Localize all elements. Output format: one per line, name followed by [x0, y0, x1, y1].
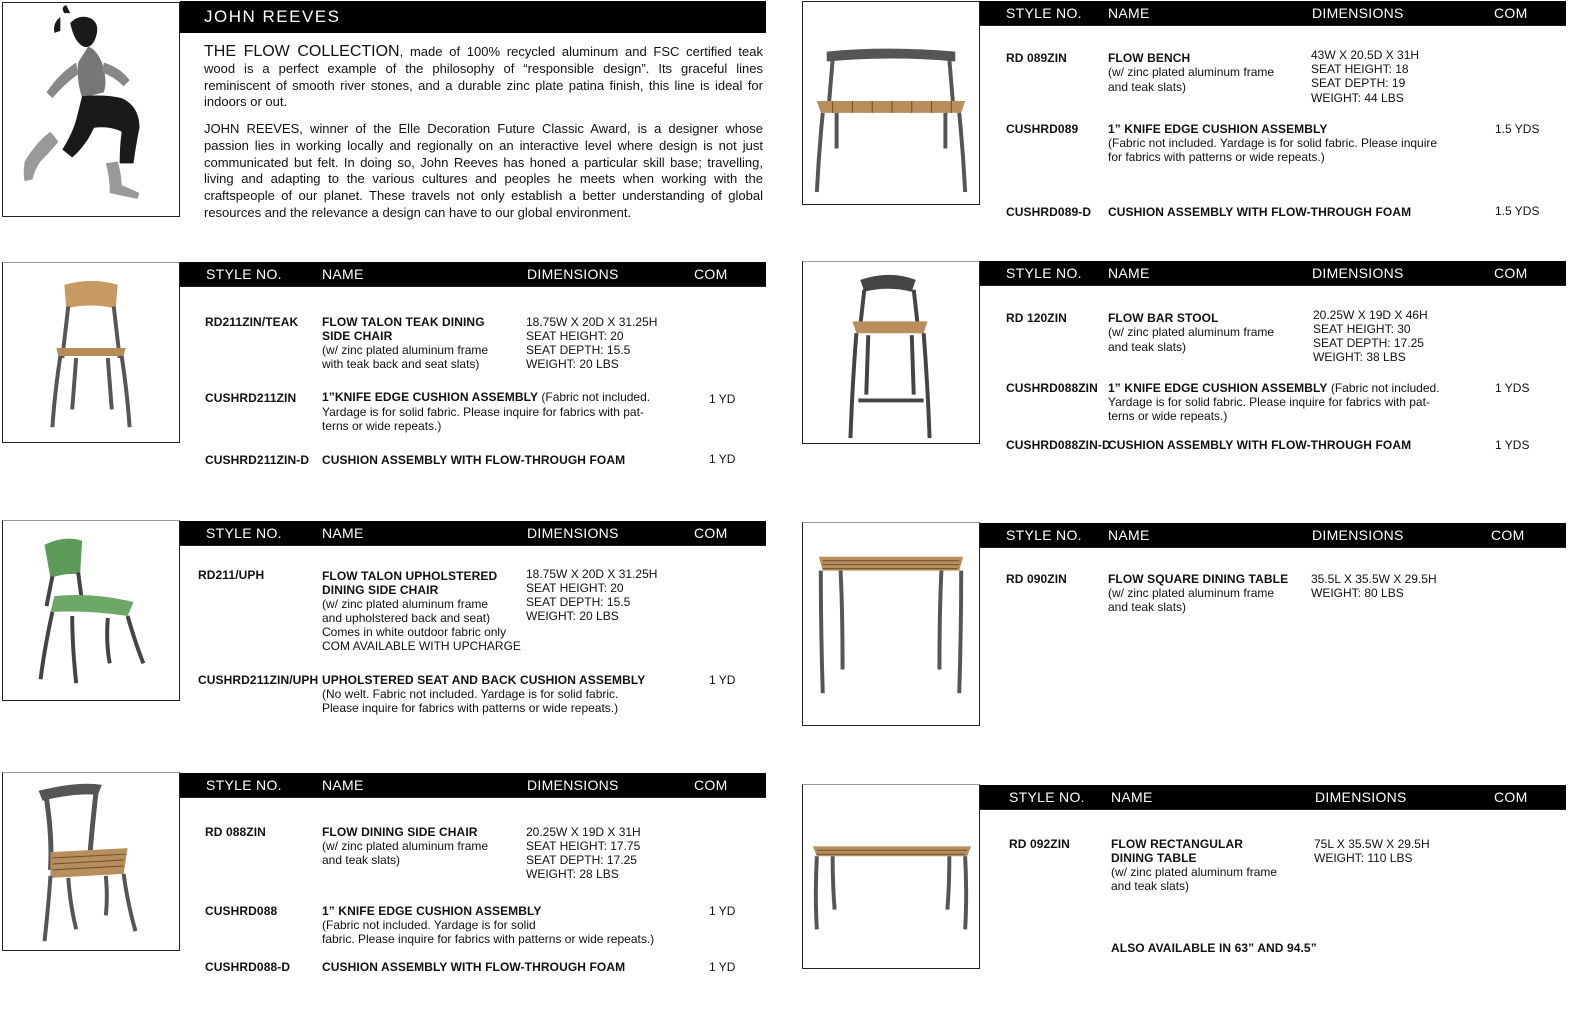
header-style: STYLE NO. — [1006, 527, 1082, 543]
dimension: 20.25W X 19D X 31H — [526, 825, 641, 839]
header-dimensions: DIMENSIONS — [527, 266, 619, 282]
header-style: STYLE NO. — [1009, 789, 1085, 805]
com-value: 1 YD — [709, 673, 736, 687]
dimension: 75L X 35.5W X 29.5H — [1314, 837, 1430, 851]
separator — [980, 547, 1566, 548]
product-name — [322, 390, 650, 404]
product-name: CUSHION ASSEMBLY WITH FLOW-THROUGH FOAM — [322, 453, 626, 467]
product-desc: and teak slats) — [1108, 80, 1187, 94]
style-no: CUSHRD088 — [205, 904, 278, 918]
header-name: NAME — [1108, 527, 1150, 543]
com-value: 1.5 YDS — [1495, 204, 1540, 218]
style-no: RD 092ZIN — [1009, 837, 1070, 851]
cushion-name: 1”KNIFE EDGE CUSHION ASSEMBLY — [322, 390, 539, 404]
product-name: FLOW TALON TEAK DINING — [322, 315, 485, 329]
product-name: FLOW TALON UPHOLSTERED — [322, 569, 498, 583]
product-desc: (w/ zinc plated aluminum frame — [322, 343, 489, 357]
header-com: COM — [694, 525, 728, 541]
product-desc: (Fabric not included. Yardage is for solid fabric. Please inquire — [1108, 136, 1438, 150]
designer-banner — [180, 1, 766, 33]
collection-text: , made of 100% recycled aluminum and FSC certified teak wood is a perfect example of the philosophy of “responsible design”. Its graceful lines reminiscent of smooth river stones, and a durable zinc plate patina finish, this line is ideal for indoors or out. — [204, 44, 763, 110]
header-dimensions: DIMENSIONS — [1312, 5, 1404, 21]
product-desc: and upholstered back and seat) — [322, 611, 491, 625]
style-no: CUSHRD089 — [1006, 122, 1079, 136]
style-no: CUSHRD211ZIN/UPH — [198, 673, 319, 687]
com-value: 1.5 YDS — [1495, 122, 1540, 136]
rectangular-table-header — [980, 785, 1566, 809]
dimension: SEAT DEPTH: 15.5 — [526, 595, 631, 609]
product-desc: Yardage is for solid fabric. Please inquire for fabrics with pat- — [322, 405, 644, 419]
header-style: STYLE NO. — [1006, 265, 1082, 281]
product-desc: (w/ zinc plated aluminum frame — [1111, 865, 1278, 879]
separator — [980, 809, 1566, 810]
header-name: NAME — [322, 777, 364, 793]
separator — [180, 545, 766, 546]
product-name: FLOW RECTANGULAR — [1111, 837, 1244, 851]
header-dimensions: DIMENSIONS — [527, 777, 619, 793]
product-name: FLOW DINING SIDE CHAIR — [322, 825, 478, 839]
collection-paragraph — [204, 44, 763, 111]
com-value: 1 YDS — [1495, 438, 1530, 452]
product-desc: (w/ zinc plated aluminum frame — [322, 839, 489, 853]
product-desc: and teak slats) — [1108, 600, 1187, 614]
dining-chair-photo — [2, 772, 180, 951]
header-com: COM — [1494, 265, 1528, 281]
cushion-name: 1” KNIFE EDGE CUSHION ASSEMBLY — [1108, 381, 1328, 395]
product-desc: (w/ zinc plated aluminum frame — [1108, 325, 1275, 339]
header-name: NAME — [1108, 5, 1150, 21]
com-value: 1 YD — [709, 904, 736, 918]
collection-lead: THE FLOW COLLECTION — [204, 43, 400, 60]
product-name: CUSHION ASSEMBLY WITH FLOW-THROUGH FOAM — [1108, 438, 1412, 452]
product-desc: (w/ zinc plated aluminum frame — [1108, 586, 1275, 600]
style-no: RD211ZIN/TEAK — [205, 315, 299, 329]
header-style: STYLE NO. — [206, 777, 282, 793]
dimension: 35.5L X 35.5W X 29.5H — [1311, 572, 1437, 586]
com-value: 1 YD — [709, 960, 736, 974]
header-dimensions: DIMENSIONS — [527, 525, 619, 541]
product-desc: with teak back and seat slats) — [322, 357, 480, 371]
dimension: WEIGHT: 28 LBS — [526, 867, 619, 881]
dining-chair-header — [180, 773, 766, 797]
dimension: SEAT HEIGHT: 18 — [1311, 62, 1409, 76]
product-name: 1” KNIFE EDGE CUSHION ASSEMBLY — [1108, 122, 1328, 136]
product-name: DINING SIDE CHAIR — [322, 583, 439, 597]
style-no: CUSHRD088ZIN — [1006, 381, 1098, 395]
header-name: NAME — [322, 266, 364, 282]
product-desc: (Fabric not included. Yardage is for solid — [322, 918, 536, 932]
dimension: 18.75W X 20D X 31.25H — [526, 315, 658, 329]
style-no: RD 088ZIN — [205, 825, 266, 839]
product-desc: Comes in white outdoor fabric only — [322, 625, 507, 639]
product-name: FLOW BAR STOOL — [1108, 311, 1219, 325]
com-value: 1 YDS — [1495, 381, 1530, 395]
style-no: CUSHRD088-D — [205, 960, 291, 974]
square-table-photo — [802, 522, 980, 726]
product-desc: (No welt. Fabric not included. Yardage is for solid fabric. — [322, 687, 619, 701]
rectangular-table-photo — [802, 784, 980, 969]
product-desc: (w/ zinc plated aluminum frame — [322, 597, 489, 611]
dimension: SEAT DEPTH: 15.5 — [526, 343, 631, 357]
style-no: RD 120ZIN — [1006, 311, 1067, 325]
dimension: WEIGHT: 20 LBS — [526, 609, 619, 623]
com-value: 1 YD — [709, 452, 736, 466]
product-desc: Please inquire for fabrics with patterns or wide repeats.) — [322, 701, 619, 715]
bench-header — [980, 1, 1566, 25]
header-style: STYLE NO. — [206, 525, 282, 541]
product-desc: (w/ zinc plated aluminum frame — [1108, 65, 1275, 79]
product-desc: and teak slats) — [1108, 340, 1187, 354]
style-no: CUSHRD211ZIN-D — [205, 453, 310, 467]
availability-note: ALSO AVAILABLE IN 63” AND 94.5” — [1111, 941, 1317, 955]
product-name: FLOW SQUARE DINING TABLE — [1108, 572, 1289, 586]
dimension: 18.75W X 20D X 31.25H — [526, 567, 658, 581]
product-desc: terns or wide repeats.) — [322, 419, 442, 433]
dimension: WEIGHT: 110 LBS — [1314, 851, 1413, 865]
dimension: SEAT DEPTH: 17.25 — [526, 853, 637, 867]
com-value: 1 YD — [709, 392, 736, 406]
header-name: NAME — [1111, 789, 1153, 805]
dimension: WEIGHT: 38 LBS — [1313, 350, 1406, 364]
dimension: SEAT DEPTH: 17.25 — [1313, 336, 1424, 350]
designer-photo — [2, 2, 180, 217]
product-name: SIDE CHAIR — [322, 329, 393, 343]
separator — [980, 285, 1566, 286]
header-com: COM — [694, 777, 728, 793]
teak-chair-header — [180, 262, 766, 286]
bar-stool-photo — [802, 261, 980, 444]
cushion-note: (Fabric not included. — [538, 390, 651, 404]
header-style: STYLE NO. — [206, 266, 282, 282]
teak-chair-photo — [2, 262, 180, 443]
header-name: NAME — [322, 525, 364, 541]
dimension: 43W X 20.5D X 31H — [1311, 48, 1420, 62]
product-desc: and teak slats) — [322, 853, 401, 867]
dimension: WEIGHT: 20 LBS — [526, 357, 619, 371]
bench-photo — [802, 1, 980, 205]
product-name: CUSHION ASSEMBLY WITH FLOW-THROUGH FOAM — [322, 960, 626, 974]
product-desc: terns or wide repeats.) — [1108, 409, 1228, 423]
upholstered-chair-photo — [2, 520, 180, 701]
style-no: CUSHRD211ZIN — [205, 391, 297, 405]
dimension: SEAT DEPTH: 19 — [1311, 76, 1406, 90]
header-com: COM — [1494, 789, 1528, 805]
dimension: WEIGHT: 80 LBS — [1311, 586, 1404, 600]
cushion-note: (Fabric not included. — [1327, 381, 1440, 395]
separator — [180, 286, 766, 287]
upholstered-chair-header — [180, 521, 766, 545]
style-no: CUSHRD089-D — [1006, 205, 1092, 219]
dimension: SEAT HEIGHT: 20 — [526, 329, 624, 343]
dimension: 20.25W X 19D X 46H — [1313, 308, 1428, 322]
dimension: SEAT HEIGHT: 17.75 — [526, 839, 641, 853]
bio-paragraph: JOHN REEVES, winner of the Elle Decoration Future Classic Award, is a designer whose passion lies in working locally and regionally on an interactive level where design is not just communicated but felt. In doing so, John Reeves has honed a particular skill base; travelling, living and adapting to the various cultures and peoples he meets when working with the craftspeople of our planet. These travels not only establish a better understanding of global resources and the relevance a design can have to our global environment. — [204, 121, 763, 220]
header-dimensions: DIMENSIONS — [1312, 527, 1404, 543]
header-com: COM — [694, 266, 728, 282]
product-desc: Yardage is for solid fabric. Please inquire for fabrics with pat- — [1108, 395, 1430, 409]
product-desc: for fabrics with patterns or wide repeats.) — [1108, 150, 1325, 164]
product-name: UPHOLSTERED SEAT AND BACK CUSHION ASSEMBLY — [322, 673, 646, 687]
header-com: COM — [1491, 527, 1525, 543]
header-dimensions: DIMENSIONS — [1315, 789, 1407, 805]
separator — [980, 25, 1566, 26]
style-no: RD211/UPH — [198, 568, 265, 582]
header-com: COM — [1494, 5, 1528, 21]
dimension: WEIGHT: 44 LBS — [1311, 91, 1404, 105]
designer-name: JOHN REEVES — [204, 7, 341, 26]
product-name: FLOW BENCH — [1108, 51, 1191, 65]
product-name — [1108, 381, 1440, 395]
dimension: SEAT HEIGHT: 30 — [1313, 322, 1411, 336]
product-desc: COM AVAILABLE WITH UPCHARGE — [322, 639, 521, 653]
style-no: RD 090ZIN — [1006, 572, 1067, 586]
product-name: CUSHION ASSEMBLY WITH FLOW-THROUGH FOAM — [1108, 205, 1412, 219]
separator — [180, 797, 766, 798]
product-name: 1” KNIFE EDGE CUSHION ASSEMBLY — [322, 904, 542, 918]
square-table-header — [980, 523, 1566, 547]
header-name: NAME — [1108, 265, 1150, 281]
product-desc: fabric. Please inquire for fabrics with patterns or wide repeats.) — [322, 932, 655, 946]
style-no: CUSHRD088ZIN-D — [1006, 438, 1111, 452]
product-desc: and teak slats) — [1111, 879, 1190, 893]
style-no: RD 089ZIN — [1006, 51, 1067, 65]
dimension: SEAT HEIGHT: 20 — [526, 581, 624, 595]
header-style: STYLE NO. — [1006, 5, 1082, 21]
header-dimensions: DIMENSIONS — [1312, 265, 1404, 281]
bar-stool-header — [980, 261, 1566, 285]
product-name: DINING TABLE — [1111, 851, 1197, 865]
